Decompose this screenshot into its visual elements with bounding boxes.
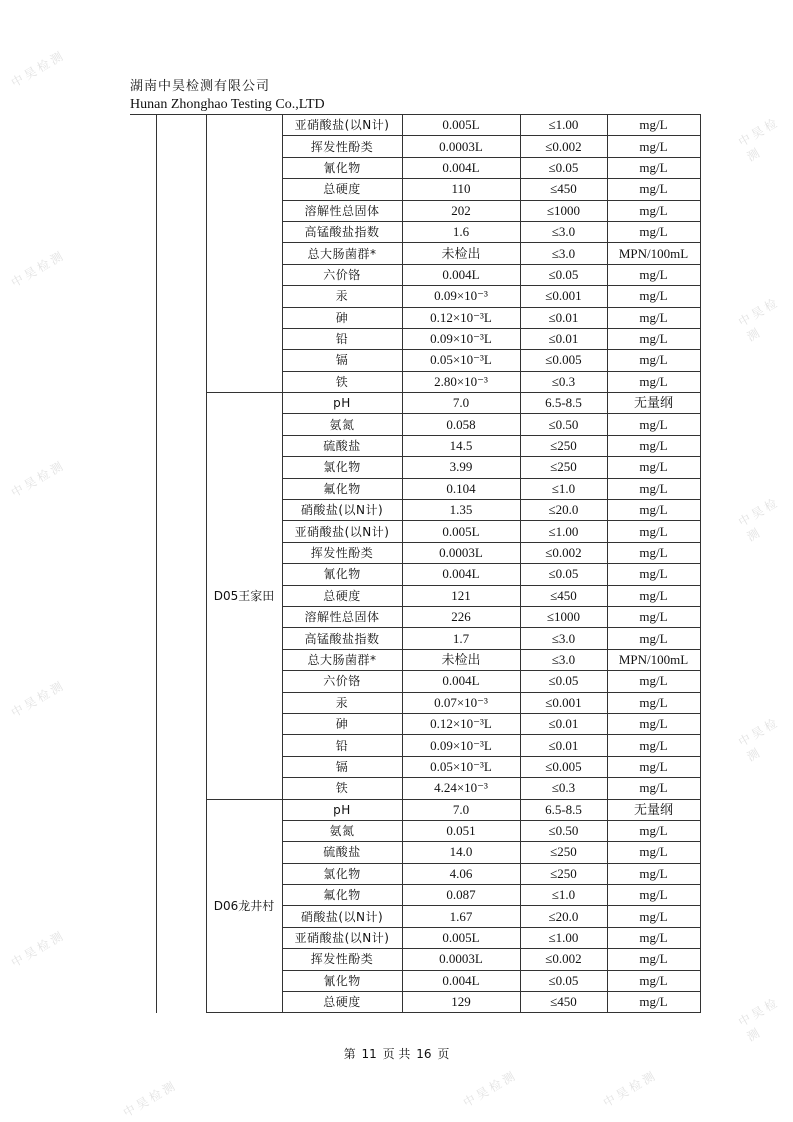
test-item-cell: 氰化物 [282, 564, 402, 585]
result-cell: 14.5 [402, 435, 520, 456]
unit-cell: 无量纲 [607, 799, 700, 820]
test-item-cell: 总硬度 [282, 179, 402, 200]
result-cell: 2.80×10⁻³ [402, 371, 520, 392]
unit-cell: mg/L [607, 350, 700, 371]
unit-cell: mg/L [607, 457, 700, 478]
result-cell: 0.09×10⁻³ [402, 286, 520, 307]
result-cell: 0.0003L [402, 949, 520, 970]
limit-cell: ≤0.002 [520, 949, 607, 970]
result-cell: 1.67 [402, 906, 520, 927]
test-item-cell: 硫酸盐 [282, 435, 402, 456]
test-item-cell: 总硬度 [282, 585, 402, 606]
unit-cell: mg/L [607, 221, 700, 242]
result-cell: 0.005L [402, 521, 520, 542]
category-column [156, 115, 206, 1013]
test-item-cell: 挥发性酚类 [282, 136, 402, 157]
limit-cell: ≤0.002 [520, 136, 607, 157]
test-item-cell: 氯化物 [282, 457, 402, 478]
test-item-cell: 氰化物 [282, 157, 402, 178]
test-item-cell: 亚硝酸盐(以N计) [282, 115, 402, 136]
limit-cell: ≤1.00 [520, 927, 607, 948]
unit-cell: mg/L [607, 778, 700, 799]
result-cell: 0.087 [402, 885, 520, 906]
result-cell: 0.058 [402, 414, 520, 435]
test-item-cell: 氟化物 [282, 885, 402, 906]
watermark-stamp: 中昊检测 [8, 247, 68, 290]
unit-cell: mg/L [607, 264, 700, 285]
test-item-cell: 砷 [282, 307, 402, 328]
result-cell: 0.09×10⁻³L [402, 735, 520, 756]
test-item-cell: 高锰酸盐指数 [282, 221, 402, 242]
limit-cell: 6.5-8.5 [520, 393, 607, 414]
unit-cell: MPN/100mL [607, 243, 700, 264]
unit-cell: mg/L [607, 157, 700, 178]
result-cell: 0.005L [402, 927, 520, 948]
unit-cell: mg/L [607, 115, 700, 136]
result-cell: 129 [402, 992, 520, 1013]
page-total: 16 [416, 1047, 432, 1061]
unit-cell: mg/L [607, 200, 700, 221]
unit-cell: mg/L [607, 179, 700, 200]
company-name-en: Hunan Zhonghao Testing Co.,LTD [130, 97, 325, 112]
result-cell: 7.0 [402, 799, 520, 820]
limit-cell: ≤3.0 [520, 649, 607, 670]
result-cell: 202 [402, 200, 520, 221]
result-cell: 4.24×10⁻³ [402, 778, 520, 799]
test-item-cell: 氨氮 [282, 414, 402, 435]
limit-cell: ≤0.50 [520, 820, 607, 841]
result-cell: 0.004L [402, 671, 520, 692]
result-cell: 0.104 [402, 478, 520, 499]
result-cell: 0.07×10⁻³ [402, 692, 520, 713]
unit-cell: mg/L [607, 671, 700, 692]
test-item-cell: 溶解性总固体 [282, 606, 402, 627]
test-item-cell: pH [282, 799, 402, 820]
result-cell: 0.004L [402, 157, 520, 178]
unit-cell: mg/L [607, 692, 700, 713]
test-item-cell: pH [282, 393, 402, 414]
unit-cell: mg/L [607, 585, 700, 606]
blank-leading-column [110, 115, 156, 1013]
limit-cell: ≤250 [520, 435, 607, 456]
unit-cell: mg/L [607, 606, 700, 627]
result-cell: 1.6 [402, 221, 520, 242]
limit-cell: ≤0.01 [520, 328, 607, 349]
sampling-site-cell: D05王家田 [206, 393, 282, 799]
unit-cell: mg/L [607, 542, 700, 563]
test-item-cell: 六价铬 [282, 671, 402, 692]
test-item-cell: 汞 [282, 286, 402, 307]
result-cell: 0.051 [402, 820, 520, 841]
test-item-cell: 铁 [282, 778, 402, 799]
unit-cell: mg/L [607, 564, 700, 585]
watermark-stamp: 中昊检测 [736, 294, 783, 345]
test-item-cell: 氯化物 [282, 863, 402, 884]
result-cell: 121 [402, 585, 520, 606]
watermark-stamp: 中昊检测 [600, 1067, 660, 1110]
limit-cell: ≤0.05 [520, 264, 607, 285]
test-item-cell: 汞 [282, 692, 402, 713]
limit-cell: ≤450 [520, 179, 607, 200]
test-item-cell: 六价铬 [282, 264, 402, 285]
unit-cell: mg/L [607, 842, 700, 863]
unit-cell: mg/L [607, 414, 700, 435]
limit-cell: ≤0.01 [520, 735, 607, 756]
result-cell: 未检出 [402, 649, 520, 670]
limit-cell: ≤250 [520, 457, 607, 478]
unit-cell: mg/L [607, 136, 700, 157]
company-name-cn: 湖南中昊检测有限公司 [130, 79, 271, 94]
result-cell: 4.06 [402, 863, 520, 884]
unit-cell: mg/L [607, 478, 700, 499]
limit-cell: ≤0.3 [520, 371, 607, 392]
limit-cell: ≤450 [520, 585, 607, 606]
watermark-stamp: 中昊检测 [736, 494, 783, 545]
limit-cell: ≤1.00 [520, 521, 607, 542]
test-item-cell: 亚硝酸盐(以N计) [282, 521, 402, 542]
unit-cell: mg/L [607, 992, 700, 1013]
unit-cell: mg/L [607, 521, 700, 542]
limit-cell: 6.5-8.5 [520, 799, 607, 820]
unit-cell: mg/L [607, 820, 700, 841]
limit-cell: ≤1000 [520, 200, 607, 221]
limit-cell: ≤250 [520, 863, 607, 884]
watermark-stamp: 中昊检测 [8, 457, 68, 500]
result-cell: 0.12×10⁻³L [402, 713, 520, 734]
unit-cell: mg/L [607, 500, 700, 521]
watermark-stamp: 中昊检测 [736, 114, 783, 165]
table-row [110, 115, 700, 136]
limit-cell: ≤1000 [520, 606, 607, 627]
limit-cell: ≤0.01 [520, 713, 607, 734]
unit-cell: mg/L [607, 286, 700, 307]
sampling-site-cell [206, 115, 282, 393]
watermark-stamp: 中昊检测 [736, 714, 783, 765]
unit-cell: mg/L [607, 906, 700, 927]
result-cell: 未检出 [402, 243, 520, 264]
watermark-stamp: 中昊检测 [120, 1077, 180, 1120]
result-cell: 0.0003L [402, 136, 520, 157]
limit-cell: ≤0.05 [520, 564, 607, 585]
test-item-cell: 总大肠菌群* [282, 243, 402, 264]
limit-cell: ≤450 [520, 992, 607, 1013]
watermark-stamp: 中昊检测 [8, 47, 68, 90]
limit-cell: ≤0.002 [520, 542, 607, 563]
watermark-stamp: 中昊检测 [460, 1067, 520, 1110]
result-cell: 0.0003L [402, 542, 520, 563]
test-item-cell: 总大肠菌群* [282, 649, 402, 670]
unit-cell: mg/L [607, 735, 700, 756]
limit-cell: ≤250 [520, 842, 607, 863]
page-prefix: 第 [343, 1047, 356, 1061]
unit-cell: 无量纲 [607, 393, 700, 414]
test-item-cell: 总硬度 [282, 992, 402, 1013]
unit-cell: mg/L [607, 927, 700, 948]
unit-cell: mg/L [607, 949, 700, 970]
result-cell: 1.7 [402, 628, 520, 649]
test-item-cell: 镉 [282, 756, 402, 777]
test-item-cell: 砷 [282, 713, 402, 734]
test-results-table [110, 114, 701, 1013]
result-cell: 0.005L [402, 115, 520, 136]
unit-cell: mg/L [607, 863, 700, 884]
limit-cell: ≤0.005 [520, 756, 607, 777]
unit-cell: mg/L [607, 756, 700, 777]
watermark-stamp: 中昊检测 [736, 994, 783, 1045]
test-item-cell: 溶解性总固体 [282, 200, 402, 221]
limit-cell: ≤3.0 [520, 243, 607, 264]
result-cell: 0.12×10⁻³L [402, 307, 520, 328]
limit-cell: ≤3.0 [520, 628, 607, 649]
result-cell: 0.004L [402, 264, 520, 285]
watermark-stamp: 中昊检测 [8, 677, 68, 720]
test-item-cell: 亚硝酸盐(以N计) [282, 927, 402, 948]
limit-cell: ≤20.0 [520, 500, 607, 521]
limit-cell: ≤0.3 [520, 778, 607, 799]
limit-cell: ≤0.01 [520, 307, 607, 328]
limit-cell: ≤1.00 [520, 115, 607, 136]
limit-cell: ≤0.001 [520, 692, 607, 713]
unit-cell: mg/L [607, 435, 700, 456]
page-middle: 页 共 [382, 1047, 411, 1061]
result-cell: 110 [402, 179, 520, 200]
result-cell: 14.0 [402, 842, 520, 863]
page-header [130, 78, 700, 114]
test-item-cell: 铅 [282, 328, 402, 349]
limit-cell: ≤0.05 [520, 970, 607, 991]
test-item-cell: 挥发性酚类 [282, 949, 402, 970]
page-footer [0, 1045, 793, 1062]
result-cell: 3.99 [402, 457, 520, 478]
sampling-site-cell: D06龙井村 [206, 799, 282, 1013]
result-cell: 0.05×10⁻³L [402, 756, 520, 777]
limit-cell: ≤3.0 [520, 221, 607, 242]
test-item-cell: 氟化物 [282, 478, 402, 499]
test-item-cell: 氨氮 [282, 820, 402, 841]
unit-cell: mg/L [607, 307, 700, 328]
test-item-cell: 硝酸盐(以N计) [282, 500, 402, 521]
page-suffix: 页 [437, 1047, 450, 1061]
limit-cell: ≤20.0 [520, 906, 607, 927]
limit-cell: ≤1.0 [520, 478, 607, 499]
test-item-cell: 硝酸盐(以N计) [282, 906, 402, 927]
test-item-cell: 高锰酸盐指数 [282, 628, 402, 649]
test-item-cell: 铅 [282, 735, 402, 756]
limit-cell: ≤0.50 [520, 414, 607, 435]
test-item-cell: 镉 [282, 350, 402, 371]
result-cell: 226 [402, 606, 520, 627]
unit-cell: MPN/100mL [607, 649, 700, 670]
result-cell: 0.05×10⁻³L [402, 350, 520, 371]
watermark-stamp: 中昊检测 [8, 927, 68, 970]
limit-cell: ≤1.0 [520, 885, 607, 906]
result-cell: 7.0 [402, 393, 520, 414]
unit-cell: mg/L [607, 885, 700, 906]
result-cell: 0.004L [402, 970, 520, 991]
result-cell: 0.004L [402, 564, 520, 585]
limit-cell: ≤0.05 [520, 671, 607, 692]
test-item-cell: 硫酸盐 [282, 842, 402, 863]
test-item-cell: 挥发性酚类 [282, 542, 402, 563]
unit-cell: mg/L [607, 328, 700, 349]
limit-cell: ≤0.005 [520, 350, 607, 371]
unit-cell: mg/L [607, 371, 700, 392]
test-item-cell: 氰化物 [282, 970, 402, 991]
page-current: 11 [361, 1047, 377, 1061]
limit-cell: ≤0.05 [520, 157, 607, 178]
unit-cell: mg/L [607, 628, 700, 649]
result-cell: 0.09×10⁻³L [402, 328, 520, 349]
test-item-cell: 铁 [282, 371, 402, 392]
unit-cell: mg/L [607, 970, 700, 991]
limit-cell: ≤0.001 [520, 286, 607, 307]
unit-cell: mg/L [607, 713, 700, 734]
result-cell: 1.35 [402, 500, 520, 521]
